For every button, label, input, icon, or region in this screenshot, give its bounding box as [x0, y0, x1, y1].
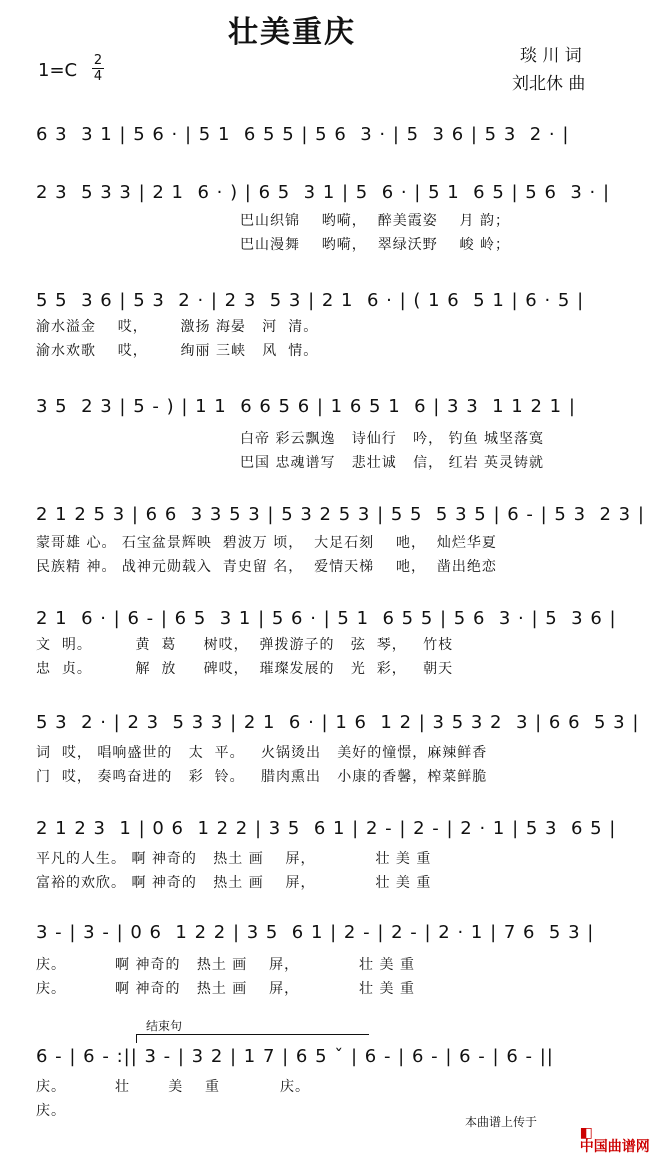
- notation-line: 6 3 3 1 | 5 6 · | 5 1 6 5 5 | 5 6 3 · | 5 3 6 | 5 3 2 · |: [36, 124, 570, 145]
- key-signature: 1=C: [38, 60, 78, 81]
- lyric-verse-1: 庆。 壮 美 重 庆。: [36, 1079, 310, 1095]
- lyric-verse-2: 巴国 忠魂谱写 悲壮诚 信， 红岩 英灵铸就: [240, 455, 545, 471]
- notation-line: 2 1 6 · | 6 - | 6 5 3 1 | 5 6 · | 5 1 6 5 5 | 5 6 3 · | 5 3 6 |: [36, 608, 617, 629]
- upload-note: 本曲谱上传于: [465, 1115, 538, 1129]
- time-signature: [92, 54, 104, 83]
- notation-line: 3 - | 3 - | 0 6 1 2 2 | 3 5 6 1 | 2 - | 2 - | 2 · 1 | 7 6 5 3 |: [36, 922, 595, 943]
- time-signature-top: 2: [93, 53, 103, 68]
- notation-line: 6 - | 6 - :|| 3 - | 3 2 | 1 7 | 6 5 ˇ | 6 - | 6 - | 6 - | 6 - ||: [36, 1046, 554, 1067]
- site-logo[interactable]: [570, 1112, 650, 1154]
- site-logo-icon: ◧: [579, 1125, 593, 1141]
- lyric-verse-2: 富裕的欢欣。 啊 神奇的 热土 画 屏， 壮 美 重: [36, 875, 432, 891]
- lyric-verse-2: 民族精 神。 战神元勋载入 青史留 名， 爱情天梯 吔， 凿出绝恋: [36, 559, 497, 575]
- lyric-verse-2: 庆。: [36, 1103, 66, 1119]
- notation-line: 2 3 5 3 3 | 2 1 6 · ) | 6 5 3 1 | 5 6 · | 5 1 6 5 | 5 6 3 · |: [36, 182, 611, 203]
- page-title: 壮美重庆: [228, 15, 356, 50]
- lyric-verse-1: 词 哎， 唱响盛世的 太 平。 火锅烫出 美好的憧憬，麻辣鲜香: [36, 745, 488, 761]
- lyric-verse-1: 白帝 彩云飘逸 诗仙行 吟， 钓鱼 城坚落寞: [240, 431, 545, 447]
- lyric-verse-2: 忠 贞。 解 放 碑哎， 璀璨发展的 光 彩， 朝天: [36, 661, 454, 677]
- lyric-verse-2: 渝水欢歌 哎， 绚丽 三峡 风 情。: [36, 343, 319, 359]
- ending-label: 结束句: [146, 1019, 183, 1033]
- notation-line: 2 1 2 5 3 | 6 6 3 3 5 3 | 5 3 2 5 3 | 5 5 5 3 5 | 6 - | 5 3 2 3 |: [36, 504, 645, 525]
- lyric-verse-2: 巴山漫舞 哟嗬， 翠绿沃野 峻 岭；: [240, 237, 510, 253]
- lyric-verse-1: 平凡的人生。 啊 神奇的 热土 画 屏， 壮 美 重: [36, 851, 432, 867]
- lyric-verse-1: 庆。 啊 神奇的 热土 画 屏， 壮 美 重: [36, 957, 415, 973]
- lyric-verse-1: 文 明。 黄 葛 树哎， 弹拨游子的 弦 琴， 竹枝: [36, 637, 454, 653]
- composer-credit: 刘北休 曲: [512, 74, 586, 94]
- lyric-verse-1: 蒙哥雄 心。 石宝盆景辉映 碧波万 顷， 大足石刻 吔， 灿烂华夏: [36, 535, 497, 551]
- notation-line: 2 1 2 3 1 | 0 6 1 2 2 | 3 5 6 1 | 2 - | 2 - | 2 · 1 | 5 3 6 5 |: [36, 818, 617, 839]
- lyricist-credit: 琰 川 词: [520, 46, 582, 66]
- lyric-verse-2: 门 哎， 奏鸣奋进的 彩 铃。 腊肉熏出 小康的香馨，榨菜鲜脆: [36, 769, 488, 785]
- notation-line: 5 5 3 6 | 5 3 2 · | 2 3 5 3 | 2 1 6 · | ( 1 6 5 1 | 6 · 5 |: [36, 290, 585, 311]
- lyric-verse-2: 庆。 啊 神奇的 热土 画 屏， 壮 美 重: [36, 981, 415, 997]
- notation-line: 5 3 2 · | 2 3 5 3 3 | 2 1 6 · | 1 6 1 2 | 3 5 3 2 3 | 6 6 5 3 |: [36, 712, 640, 733]
- ending-bracket: [136, 1034, 369, 1043]
- time-signature-bottom: 4: [93, 69, 103, 84]
- site-logo-text: 中国曲谱网: [579, 1139, 650, 1155]
- lyric-verse-1: 渝水溢金 哎， 激扬 海晏 河 清。: [36, 319, 319, 335]
- lyric-verse-1: 巴山织锦 哟嗬， 醉美霞姿 月 韵；: [240, 213, 510, 229]
- notation-line: 3 5 2 3 | 5 - ) | 1 1 6 6 5 6 | 1 6 5 1 6 | 3 3 1 1 2 1 |: [36, 396, 576, 417]
